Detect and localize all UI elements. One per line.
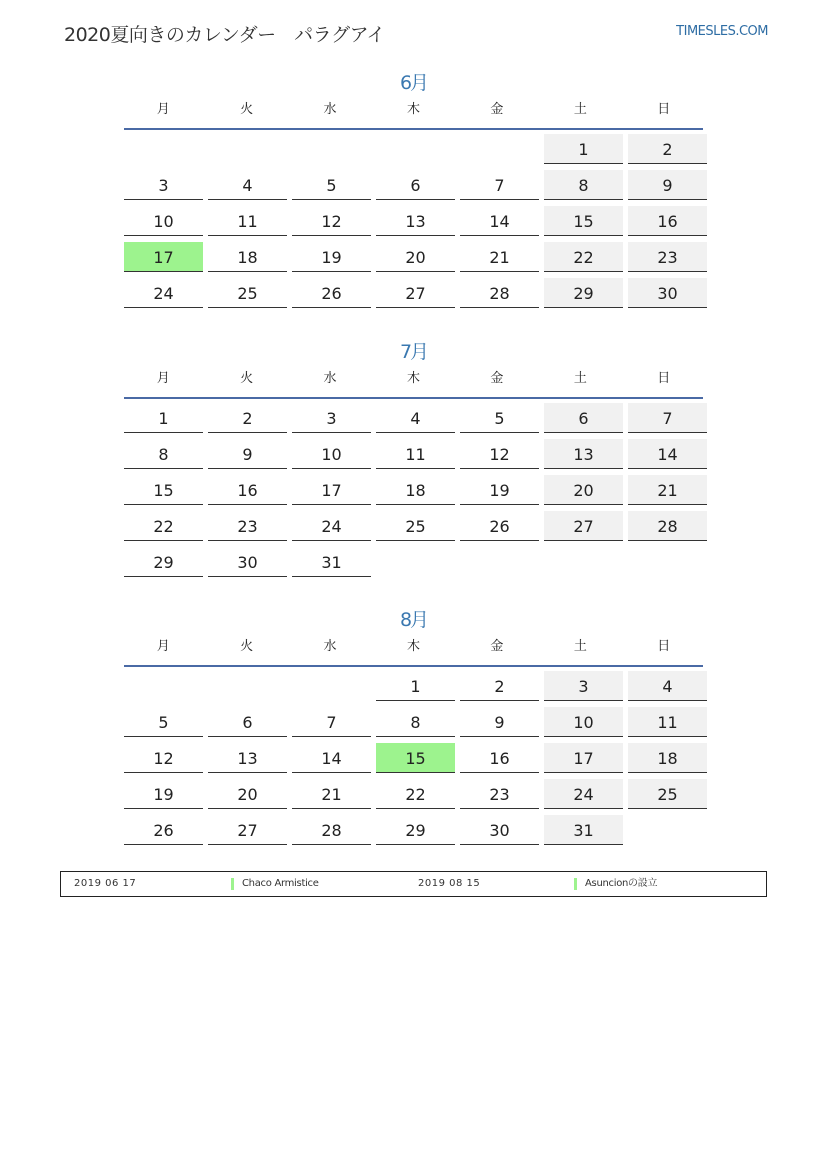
weekday-label: 火 bbox=[240, 102, 254, 117]
holiday-name: Chaco Armistice bbox=[231, 878, 319, 890]
day-cell: 25 bbox=[208, 278, 287, 308]
day-cell: 26 bbox=[124, 815, 203, 845]
weekday-label: 金 bbox=[490, 639, 504, 654]
day-cell: 15 bbox=[544, 206, 623, 236]
day-cell: 7 bbox=[460, 170, 539, 200]
day-cell: 29 bbox=[544, 278, 623, 308]
weekday-label: 木 bbox=[406, 102, 420, 117]
day-cell: 13 bbox=[544, 439, 623, 469]
holiday-legend bbox=[60, 871, 767, 897]
day-cell: 2 bbox=[628, 134, 707, 164]
day-cell: 23 bbox=[208, 511, 287, 541]
day-cell: 18 bbox=[376, 475, 455, 505]
month-title: 6月 bbox=[399, 72, 428, 94]
day-cell: 11 bbox=[628, 707, 707, 737]
day-cell: 9 bbox=[460, 707, 539, 737]
day-grid bbox=[124, 399, 703, 583]
empty-cell bbox=[124, 671, 203, 701]
day-cell: 16 bbox=[628, 206, 707, 236]
weekday-header bbox=[124, 98, 703, 130]
day-cell: 23 bbox=[628, 242, 707, 272]
page-title: 2020夏向きのカレンダー パラグアイ bbox=[64, 24, 385, 46]
site-link[interactable]: TIMESLES.COM bbox=[676, 24, 768, 39]
weekday-label: 日 bbox=[657, 102, 671, 117]
day-cell: 29 bbox=[124, 547, 203, 577]
weekday-label: 日 bbox=[657, 639, 671, 654]
weekday-label: 木 bbox=[406, 371, 420, 386]
holiday-day-cell: 15 bbox=[376, 743, 455, 773]
day-cell: 22 bbox=[124, 511, 203, 541]
day-cell: 17 bbox=[544, 743, 623, 773]
day-cell: 15 bbox=[124, 475, 203, 505]
weekday-label: 火 bbox=[240, 371, 254, 386]
day-cell: 14 bbox=[460, 206, 539, 236]
day-cell: 13 bbox=[376, 206, 455, 236]
day-cell: 7 bbox=[628, 403, 707, 433]
day-cell: 27 bbox=[544, 511, 623, 541]
holiday-date: 2019 08 15 bbox=[418, 878, 481, 889]
holiday-day-cell: 17 bbox=[124, 242, 203, 272]
day-cell: 20 bbox=[376, 242, 455, 272]
empty-cell bbox=[292, 671, 371, 701]
day-cell: 26 bbox=[460, 511, 539, 541]
day-cell: 9 bbox=[208, 439, 287, 469]
empty-cell bbox=[208, 134, 287, 164]
day-cell: 9 bbox=[628, 170, 707, 200]
day-cell: 12 bbox=[124, 743, 203, 773]
day-cell: 31 bbox=[292, 547, 371, 577]
day-cell: 19 bbox=[292, 242, 371, 272]
day-cell: 27 bbox=[208, 815, 287, 845]
day-cell: 4 bbox=[376, 403, 455, 433]
day-cell: 12 bbox=[292, 206, 371, 236]
weekday-label: 土 bbox=[573, 639, 587, 654]
day-cell: 23 bbox=[460, 779, 539, 809]
day-grid bbox=[124, 667, 703, 851]
day-cell: 2 bbox=[208, 403, 287, 433]
day-cell: 21 bbox=[460, 242, 539, 272]
day-cell: 6 bbox=[376, 170, 455, 200]
weekday-label: 木 bbox=[406, 639, 420, 654]
day-cell: 5 bbox=[292, 170, 371, 200]
day-cell: 21 bbox=[628, 475, 707, 505]
day-cell: 24 bbox=[544, 779, 623, 809]
day-cell: 28 bbox=[460, 278, 539, 308]
day-cell: 28 bbox=[292, 815, 371, 845]
weekday-label: 水 bbox=[323, 102, 337, 117]
weekday-label: 月 bbox=[156, 371, 170, 386]
day-cell: 30 bbox=[208, 547, 287, 577]
day-cell: 16 bbox=[208, 475, 287, 505]
day-cell: 18 bbox=[628, 743, 707, 773]
weekday-label: 水 bbox=[323, 371, 337, 386]
empty-cell bbox=[460, 134, 539, 164]
day-cell: 27 bbox=[376, 278, 455, 308]
day-cell: 28 bbox=[628, 511, 707, 541]
day-cell: 18 bbox=[208, 242, 287, 272]
day-cell: 8 bbox=[124, 439, 203, 469]
day-cell: 19 bbox=[124, 779, 203, 809]
day-grid bbox=[124, 130, 703, 314]
day-cell: 4 bbox=[628, 671, 707, 701]
day-cell: 4 bbox=[208, 170, 287, 200]
weekday-label: 火 bbox=[240, 639, 254, 654]
day-cell: 3 bbox=[124, 170, 203, 200]
empty-cell bbox=[376, 134, 455, 164]
empty-cell bbox=[208, 671, 287, 701]
weekday-label: 土 bbox=[573, 102, 587, 117]
day-cell: 22 bbox=[376, 779, 455, 809]
weekday-label: 日 bbox=[657, 371, 671, 386]
month-august bbox=[124, 605, 703, 851]
day-cell: 20 bbox=[544, 475, 623, 505]
month-june bbox=[124, 68, 703, 314]
day-cell: 1 bbox=[544, 134, 623, 164]
day-cell: 5 bbox=[460, 403, 539, 433]
day-cell: 21 bbox=[292, 779, 371, 809]
empty-cell bbox=[292, 134, 371, 164]
day-cell: 12 bbox=[460, 439, 539, 469]
day-cell: 14 bbox=[628, 439, 707, 469]
weekday-label: 水 bbox=[323, 639, 337, 654]
weekday-label: 金 bbox=[490, 102, 504, 117]
day-cell: 20 bbox=[208, 779, 287, 809]
weekday-label: 月 bbox=[156, 639, 170, 654]
day-cell: 16 bbox=[460, 743, 539, 773]
day-cell: 6 bbox=[208, 707, 287, 737]
weekday-header bbox=[124, 635, 703, 667]
weekday-label: 金 bbox=[490, 371, 504, 386]
day-cell: 5 bbox=[124, 707, 203, 737]
day-cell: 13 bbox=[208, 743, 287, 773]
day-cell: 11 bbox=[376, 439, 455, 469]
day-cell: 3 bbox=[292, 403, 371, 433]
month-title: 7月 bbox=[399, 341, 428, 363]
day-cell: 30 bbox=[460, 815, 539, 845]
day-cell: 10 bbox=[292, 439, 371, 469]
holiday-date: 2019 06 17 bbox=[74, 878, 137, 889]
day-cell: 1 bbox=[376, 671, 455, 701]
day-cell: 10 bbox=[544, 707, 623, 737]
holiday-name: Asuncionの設立 bbox=[574, 878, 657, 890]
day-cell: 29 bbox=[376, 815, 455, 845]
month-july bbox=[124, 337, 703, 583]
day-cell: 11 bbox=[208, 206, 287, 236]
day-cell: 17 bbox=[292, 475, 371, 505]
day-cell: 24 bbox=[292, 511, 371, 541]
month-title: 8月 bbox=[399, 609, 428, 631]
day-cell: 8 bbox=[376, 707, 455, 737]
day-cell: 2 bbox=[460, 671, 539, 701]
empty-cell bbox=[124, 134, 203, 164]
weekday-header bbox=[124, 367, 703, 399]
day-cell: 10 bbox=[124, 206, 203, 236]
day-cell: 1 bbox=[124, 403, 203, 433]
day-cell: 6 bbox=[544, 403, 623, 433]
weekday-label: 月 bbox=[156, 102, 170, 117]
day-cell: 25 bbox=[376, 511, 455, 541]
day-cell: 25 bbox=[628, 779, 707, 809]
day-cell: 3 bbox=[544, 671, 623, 701]
day-cell: 31 bbox=[544, 815, 623, 845]
day-cell: 24 bbox=[124, 278, 203, 308]
day-cell: 26 bbox=[292, 278, 371, 308]
day-cell: 7 bbox=[292, 707, 371, 737]
day-cell: 8 bbox=[544, 170, 623, 200]
day-cell: 22 bbox=[544, 242, 623, 272]
day-cell: 14 bbox=[292, 743, 371, 773]
day-cell: 19 bbox=[460, 475, 539, 505]
day-cell: 30 bbox=[628, 278, 707, 308]
weekday-label: 土 bbox=[573, 371, 587, 386]
